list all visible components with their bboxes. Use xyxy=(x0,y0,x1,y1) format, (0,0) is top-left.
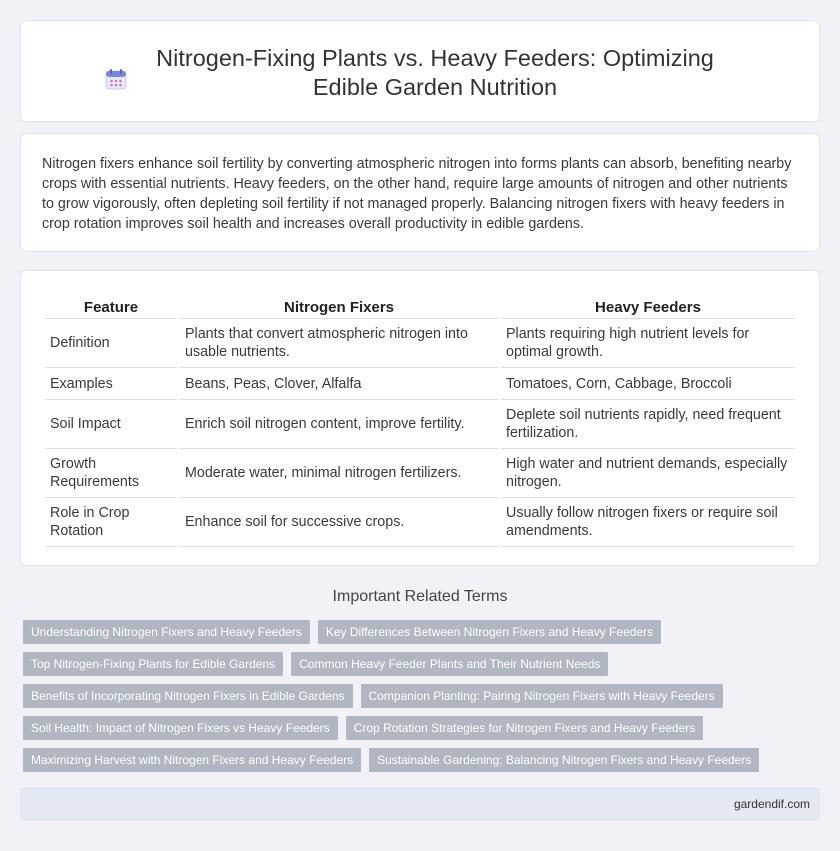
table-cell: Moderate water, minimal nitrogen fertilizers. xyxy=(180,449,498,498)
table-row xyxy=(45,449,795,498)
title-card xyxy=(20,20,820,122)
table-cell: Plants requiring high nutrient levels for optimal growth. xyxy=(501,319,795,368)
related-term-link[interactable]: Benefits of Incorporating Nitrogen Fixers in Edible Gardens xyxy=(23,684,353,708)
table-row xyxy=(45,498,795,547)
related-term-link[interactable]: Companion Planting: Pairing Nitrogen Fixers with Heavy Feeders xyxy=(361,684,723,708)
table-header-row xyxy=(45,297,795,319)
table-cell: Soil Impact xyxy=(45,400,177,449)
table-cell: Deplete soil nutrients rapidly, need frequent fertilization. xyxy=(501,400,795,449)
table-cell: Enhance soil for successive crops. xyxy=(180,498,498,547)
tag-row xyxy=(23,652,803,684)
table-row xyxy=(45,368,795,400)
table-cell: Tomatoes, Corn, Cabbage, Broccoli xyxy=(501,368,795,400)
related-term-link[interactable]: Understanding Nitrogen Fixers and Heavy Feeders xyxy=(23,620,310,644)
intro-card xyxy=(20,133,820,252)
related-term-link[interactable]: Soil Health: Impact of Nitrogen Fixers vs Heavy Feeders xyxy=(23,716,338,740)
footer xyxy=(20,787,820,821)
tag-row xyxy=(23,620,803,652)
related-term-link[interactable]: Top Nitrogen-Fixing Plants for Edible Gardens xyxy=(23,652,283,676)
related-term-link[interactable]: Sustainable Gardening: Balancing Nitrogen Fixers and Heavy Feeders xyxy=(369,748,759,772)
table-row xyxy=(45,319,795,368)
related-terms-heading: Important Related Terms xyxy=(332,588,508,605)
tag-row xyxy=(23,684,803,716)
table-row xyxy=(45,400,795,449)
related-term-link[interactable]: Maximizing Harvest with Nitrogen Fixers and Heavy Feeders xyxy=(23,748,361,772)
table-cell: Definition xyxy=(45,319,177,368)
related-terms-list xyxy=(23,620,803,780)
table-cell: Role in Crop Rotation xyxy=(45,498,177,547)
table-cell: Enrich soil nitrogen content, improve fertility. xyxy=(180,400,498,449)
page-title: Nitrogen-Fixing Plants vs. Heavy Feeders: Optimizing Edible Garden Nutrition xyxy=(156,45,714,100)
table-cell: Growth Requirements xyxy=(45,449,177,498)
related-term-link[interactable]: Common Heavy Feeder Plants and Their Nutrient Needs xyxy=(291,652,608,676)
header-feature: Feature xyxy=(45,297,177,319)
header-heavy-feeders: Heavy Feeders xyxy=(501,297,795,319)
tag-row xyxy=(23,748,803,780)
related-term-link[interactable]: Key Differences Between Nitrogen Fixers and Heavy Feeders xyxy=(318,620,661,644)
table-cell: High water and nutrient demands, especially nitrogen. xyxy=(501,449,795,498)
table-cell: Usually follow nitrogen fixers or require soil amendments. xyxy=(501,498,795,547)
related-term-link[interactable]: Crop Rotation Strategies for Nitrogen Fixers and Heavy Feeders xyxy=(346,716,704,740)
site-name[interactable]: gardendif.com xyxy=(733,797,810,811)
tag-row xyxy=(23,716,803,748)
comparison-card xyxy=(20,270,820,566)
intro-paragraph: Nitrogen fixers enhance soil fertility by converting atmospheric nitrogen into forms plants can absorb, benefiting nearby crops with essential nutrients. Heavy feeders, on the other hand, require large amounts of nitrogen and other nutrients to grow vigorously, often depleting soil fertility if not managed properly. Balancing nitrogen fixers with heavy feeders in crop rotation improves soil health and increases overall productivity in edible gardens. xyxy=(42,156,792,232)
header-nitrogen-fixers: Nitrogen Fixers xyxy=(180,297,498,319)
comparison-table xyxy=(42,297,798,547)
table-cell: Examples xyxy=(45,368,177,400)
table-cell: Plants that convert atmospheric nitrogen into usable nutrients. xyxy=(180,319,498,368)
table-cell: Beans, Peas, Clover, Alfalfa xyxy=(180,368,498,400)
